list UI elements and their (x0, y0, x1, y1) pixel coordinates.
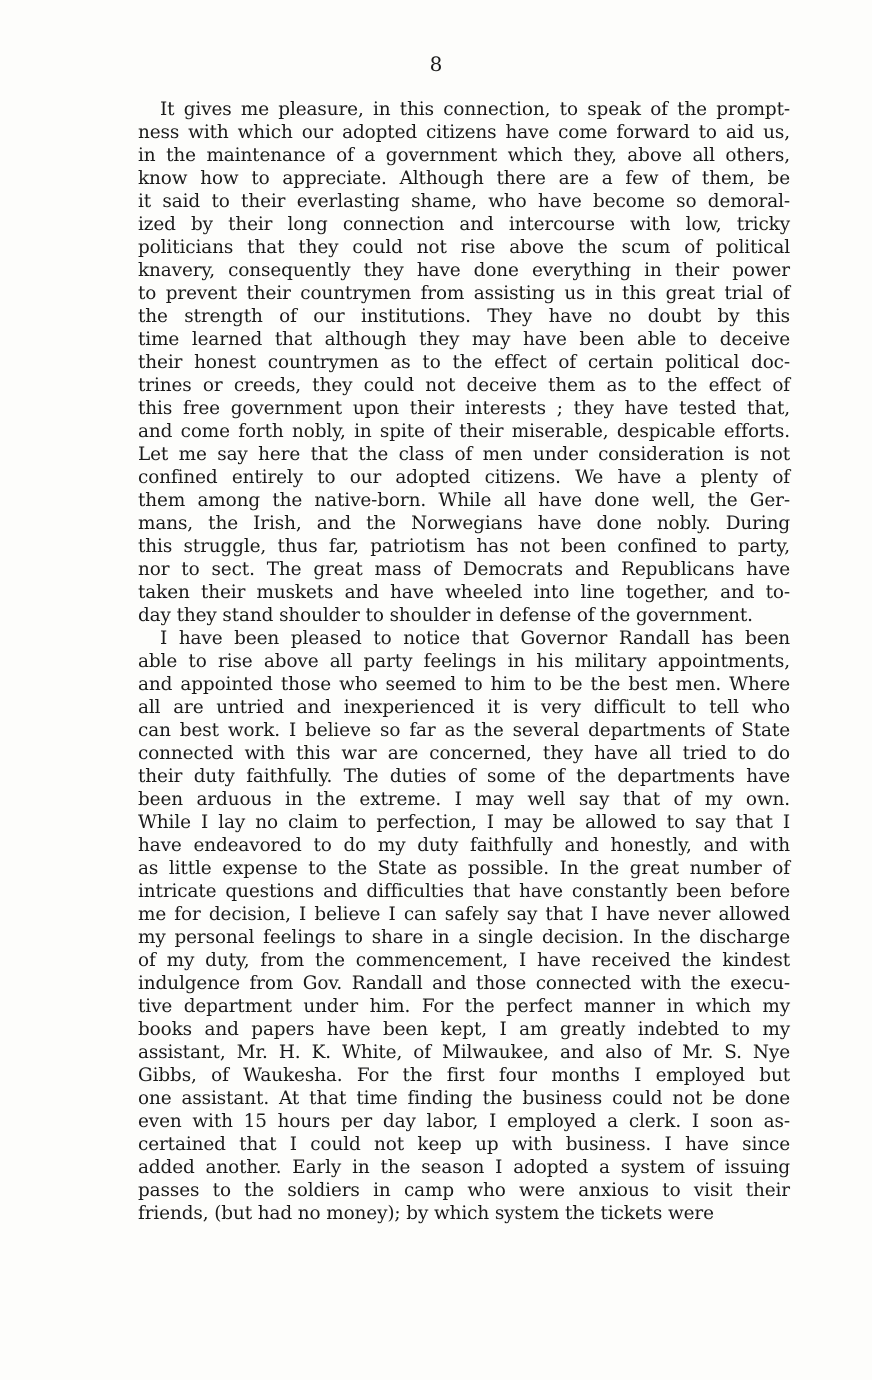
text-line: Gibbs, of Waukesha. For the first four months I employed but (138, 1065, 790, 1086)
text-line: can best work. I believe so far as the several departments of State (138, 720, 790, 741)
body-text (138, 98, 790, 1225)
text-line: ness with which our adopted citizens have come forward to aid us, (138, 122, 790, 143)
text-line: all are untried and inexperienced it is very difficult to tell who (138, 697, 790, 718)
text-line: of my duty, from the commencement, I have received the kindest (138, 950, 790, 971)
text-line: books and papers have been kept, I am greatly indebted to my (138, 1019, 790, 1040)
text-line: me for decision, I believe I can safely say that I have never allowed (138, 904, 790, 925)
text-line: politicians that they could not rise above the scum of political (138, 237, 790, 258)
text-line: It gives me pleasure, in this connection, to speak of the prompt- (160, 99, 790, 120)
text-line: time learned that although they may have been able to deceive (138, 329, 790, 350)
page-number: 8 (429, 52, 443, 76)
text-line: day they stand shoulder to shoulder in defense of the government. (138, 605, 753, 626)
text-line: this free government upon their interests ; they have tested that, (138, 398, 790, 419)
text-line: as little expense to the State as possible. In the great number of (138, 858, 790, 879)
text-line: intricate questions and difficulties that have constantly been before (138, 881, 790, 902)
text-line: Let me say here that the class of men under consideration is not (138, 444, 790, 465)
text-line: friends, (but had no money); by which system the tickets were (138, 1203, 714, 1224)
text-line: been arduous in the extreme. I may well say that of my own. (138, 789, 790, 810)
text-line: it said to their everlasting shame, who have become so demoral- (138, 191, 790, 212)
text-line: taken their muskets and have wheeled into line together, and to- (138, 582, 790, 603)
text-line: I have been pleased to notice that Governor Randall has been (160, 628, 790, 649)
text-line: certained that I could not keep up with business. I have since (138, 1134, 790, 1155)
text-line: confined entirely to our adopted citizens. We have a plenty of (138, 467, 790, 488)
text-line: their duty faithfully. The duties of some of the departments have (138, 766, 790, 787)
text-line: nor to sect. The great mass of Democrats and Republicans have (138, 559, 790, 580)
text-line: even with 15 hours per day labor, I employed a clerk. I soon as- (138, 1111, 790, 1132)
text-line: them among the native-born. While all have done well, the Ger- (138, 490, 790, 511)
text-line: passes to the soldiers in camp who were anxious to visit their (138, 1180, 790, 1201)
text-line: their honest countrymen as to the effect of certain political doc- (138, 352, 790, 373)
text-line: able to rise above all party feelings in his military appointments, (138, 651, 790, 672)
text-line: one assistant. At that time finding the business could not be done (138, 1088, 790, 1109)
text-line: assistant, Mr. H. K. White, of Milwaukee, and also of Mr. S. Nye (138, 1042, 790, 1063)
text-line: to prevent their countrymen from assisting us in this great trial of (138, 283, 790, 304)
text-line: connected with this war are concerned, they have all tried to do (138, 743, 790, 764)
text-line: and appointed those who seemed to him to be the best men. Where (138, 674, 790, 695)
text-line: the strength of our institutions. They have no doubt by this (138, 306, 790, 327)
text-line: mans, the Irish, and the Norwegians have done nobly. During (138, 513, 790, 534)
text-line: my personal feelings to share in a single decision. In the discharge (138, 927, 790, 948)
text-line: indulgence from Gov. Randall and those connected with the execu- (138, 973, 790, 994)
text-line: tive department under him. For the perfect manner in which my (138, 996, 790, 1017)
text-line: added another. Early in the season I adopted a system of issuing (138, 1157, 790, 1178)
text-line: have endeavored to do my duty faithfully and honestly, and with (138, 835, 790, 856)
text-line: and come forth nobly, in spite of their miserable, despicable efforts. (138, 421, 790, 442)
text-line: ized by their long connection and intercourse with low, tricky (138, 214, 790, 235)
text-line: knavery, consequently they have done everything in their power (138, 260, 790, 281)
text-line: trines or creeds, they could not deceive them as to the effect of (138, 375, 790, 396)
text-line: know how to appreciate. Although there are a few of them, be (138, 168, 790, 189)
text-line: While I lay no claim to perfection, I may be allowed to say that I (138, 812, 790, 833)
text-line: this struggle, thus far, patriotism has not been confined to party, (138, 536, 790, 557)
text-line: in the maintenance of a government which they, above all others, (138, 145, 790, 166)
